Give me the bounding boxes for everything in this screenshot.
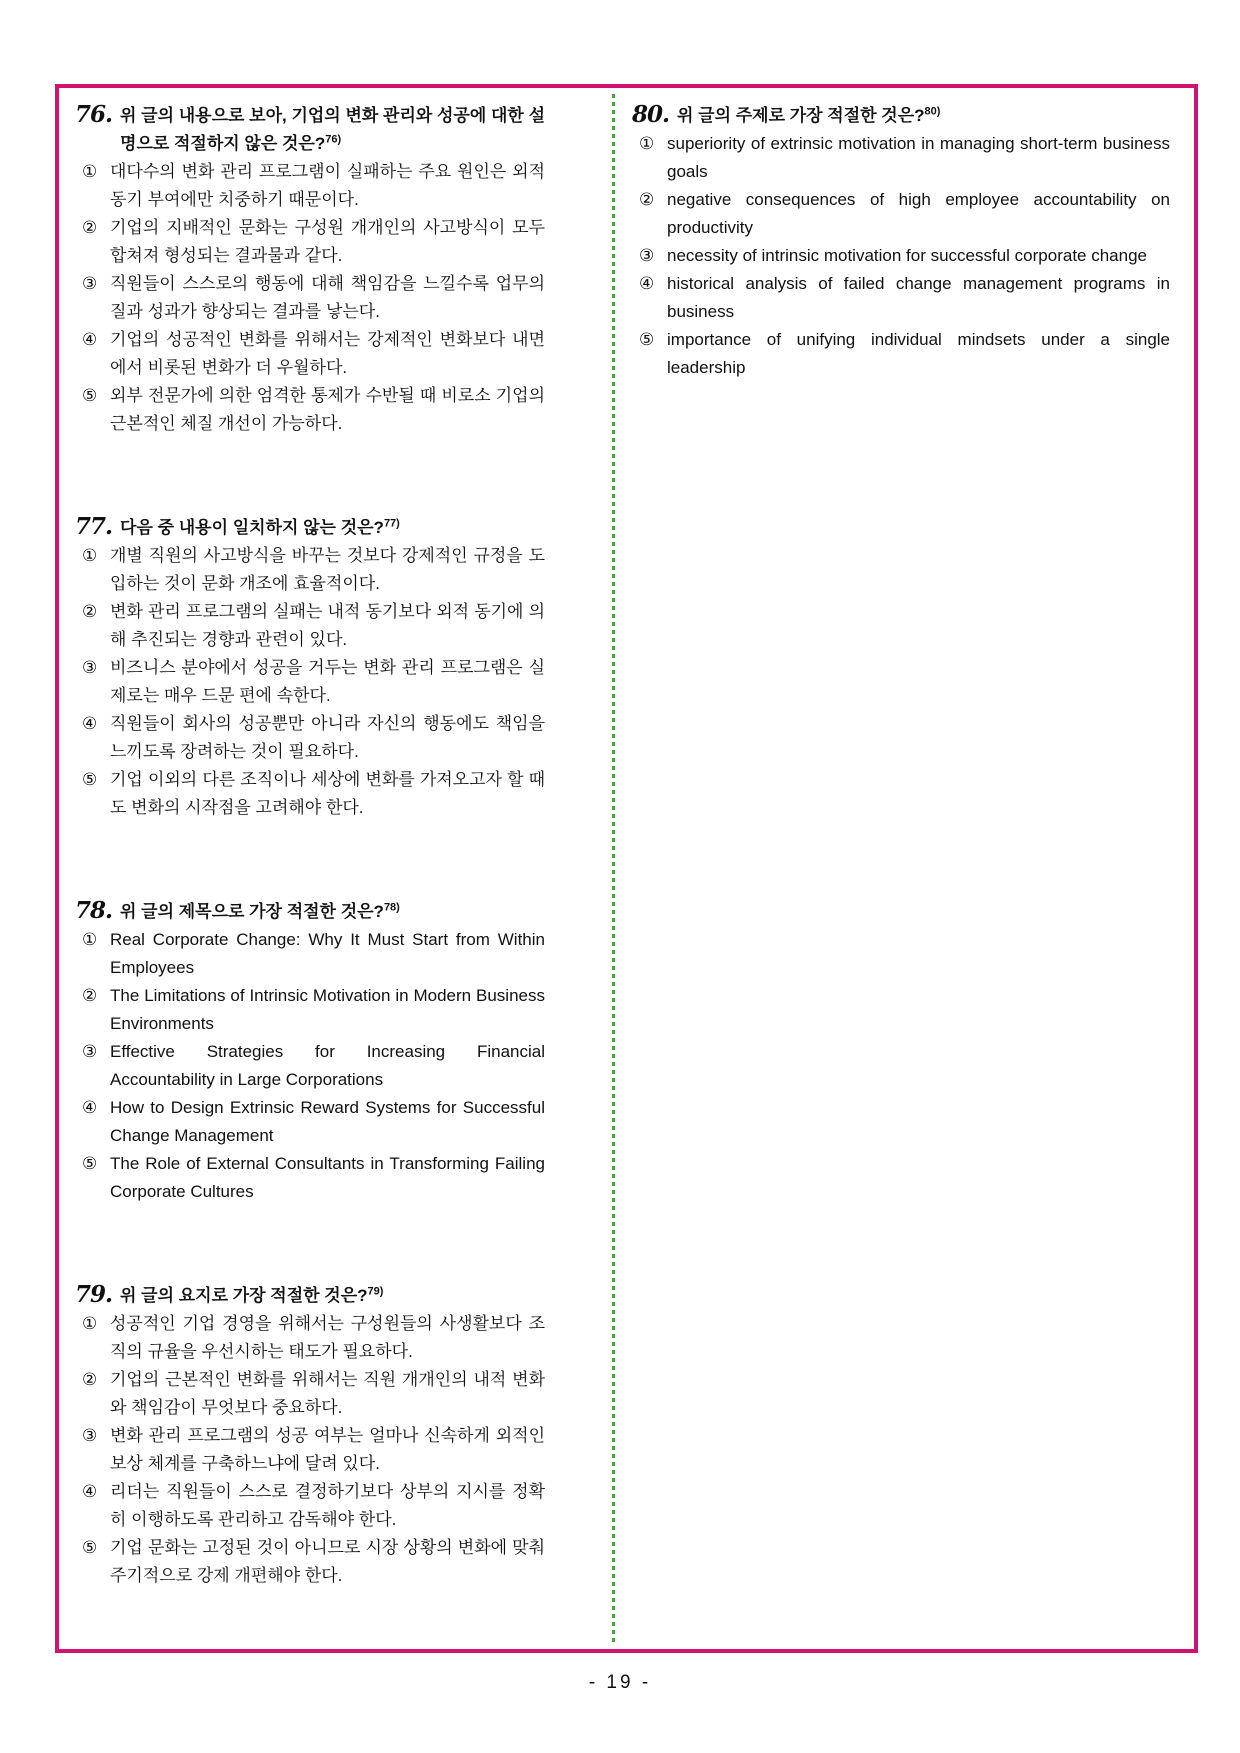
option-text: 기업 문화는 고정된 것이 아니므로 시장 상황의 변화에 맞춰 주기적으로 강제 개편해야 한다. [110, 1538, 545, 1585]
option-marker: ③ [82, 1426, 98, 1445]
option-marker: ① [82, 930, 98, 949]
option-text: 비즈니스 분야에서 성공을 거두는 변화 관리 프로그램은 실제로는 매우 드문 편에 속한다. [110, 658, 545, 705]
option-marker: ④ [82, 1482, 98, 1501]
page-number: - 19 - [588, 1672, 652, 1693]
answer-option [75, 326, 545, 382]
answer-option [75, 982, 545, 1038]
question-prompt-text: 위 글의 제목으로 가장 적절한 것은? [120, 902, 384, 921]
option-marker: ③ [82, 274, 98, 293]
question-number: 76. [75, 101, 113, 128]
answer-option [75, 926, 545, 982]
answer-option [75, 1478, 545, 1534]
question-block-79 [75, 1282, 545, 1590]
option-marker: ④ [82, 330, 98, 349]
answer-option [632, 242, 1170, 270]
exam-sheet-border [55, 84, 1198, 1653]
question-prompt-text: 위 글의 요지로 가장 적절한 것은? [120, 1286, 368, 1305]
answer-option [75, 270, 545, 326]
option-text: importance of unifying individual mindsets under a single leadership [667, 330, 1170, 377]
option-marker: ③ [82, 1042, 98, 1061]
option-text: 기업의 근본적인 변화를 위해서는 직원 개개인의 내적 변화와 책임감이 무엇보다 중요하다. [110, 1370, 545, 1417]
question-prompt [120, 898, 545, 926]
option-text: superiority of extrinsic motivation in managing short-term business goals [667, 134, 1170, 181]
answer-option [632, 186, 1170, 242]
option-text: How to Design Extrinsic Reward Systems for Successful Change Management [110, 1098, 545, 1145]
option-text: 개별 직원의 사고방식을 바꾸는 것보다 강제적인 규정을 도입하는 것이 문화 개조에 효율적이다. [110, 546, 545, 593]
option-text: The Limitations of Intrinsic Motivation in Modern Business Environments [110, 986, 545, 1033]
option-text: 기업의 지배적인 문화는 구성원 개개인의 사고방식이 모두 합쳐져 형성되는 결과물과 같다. [110, 218, 545, 265]
question-header [75, 1282, 545, 1310]
answer-option [632, 326, 1170, 382]
options-list [75, 926, 545, 1206]
column-divider [612, 94, 615, 1643]
option-text: 기업의 성공적인 변화를 위해서는 강제적인 변화보다 내면에서 비롯된 변화가 더 우월하다. [110, 330, 545, 377]
answer-option [632, 130, 1170, 186]
question-number: 79. [75, 1281, 113, 1308]
option-marker: ⑤ [82, 770, 98, 789]
question-block-80 [632, 102, 1170, 382]
footnote-ref: 80) [924, 105, 941, 118]
answer-option [632, 270, 1170, 326]
options-list [75, 1310, 545, 1590]
option-text: 변화 관리 프로그램의 성공 여부는 얼마나 신속하게 외적인 보상 체계를 구축하느냐에 달려 있다. [110, 1426, 545, 1473]
option-marker: ④ [82, 1098, 98, 1117]
answer-option [75, 214, 545, 270]
answer-option [75, 1534, 545, 1590]
question-prompt [120, 514, 545, 542]
option-text: Effective Strategies for Increasing Financial Accountability in Large Corporations [110, 1042, 545, 1089]
option-text: necessity of intrinsic motivation for successful corporate change [667, 246, 1148, 265]
option-text: 외부 전문가에 의한 엄격한 통제가 수반될 때 비로소 기업의 근본적인 체질 개선이 가능하다. [110, 386, 545, 433]
answer-option [75, 598, 545, 654]
option-text: 직원들이 스스로의 행동에 대해 책임감을 느낄수록 업무의 질과 성과가 향상되는 결과를 낳는다. [110, 274, 545, 321]
option-marker: ③ [82, 658, 98, 677]
question-number: 77. [75, 513, 113, 540]
option-marker: ① [82, 1314, 98, 1333]
footnote-ref: 77) [383, 517, 400, 530]
option-text: 성공적인 기업 경영을 위해서는 구성원들의 사생활보다 조직의 규율을 우선시하는 태도가 필요하다. [110, 1314, 545, 1361]
answer-option [75, 766, 545, 822]
answer-option [75, 654, 545, 710]
option-text: 변화 관리 프로그램의 실패는 내적 동기보다 외적 동기에 의해 추진되는 경향과 관련이 있다. [110, 602, 545, 649]
option-text: negative consequences of high employee accountability on productivity [667, 190, 1170, 237]
answer-option [75, 1422, 545, 1478]
options-list [632, 130, 1170, 382]
option-text: 리더는 직원들이 스스로 결정하기보다 상부의 지시를 정확히 이행하도록 관리하고 감독해야 한다. [110, 1482, 545, 1529]
footnote-ref: 76) [325, 133, 342, 146]
question-header [75, 102, 545, 158]
option-marker: ③ [639, 246, 655, 265]
option-marker: ⑤ [82, 1154, 98, 1173]
option-marker: ① [82, 546, 98, 565]
options-list [75, 158, 545, 438]
question-prompt [677, 102, 1170, 130]
question-block-77 [75, 514, 545, 822]
column-right [632, 102, 1170, 458]
option-text: 기업 이외의 다른 조직이나 세상에 변화를 가져오고자 할 때도 변화의 시작점을 고려해야 한다. [110, 770, 545, 817]
answer-option [75, 382, 545, 438]
option-marker: ② [82, 986, 98, 1005]
answer-option [75, 710, 545, 766]
option-marker: ② [82, 218, 98, 237]
options-list [75, 542, 545, 822]
question-header [632, 102, 1170, 130]
footnote-ref: 79) [367, 1285, 384, 1298]
question-block-76 [75, 102, 545, 438]
option-text: 대다수의 변화 관리 프로그램이 실패하는 주요 원인은 외적 동기 부여에만 치중하기 때문이다. [110, 162, 545, 209]
question-prompt-text: 위 글의 내용으로 보아, 기업의 변화 관리와 성공에 대한 설명으로 적절하지 않은 것은? [120, 106, 545, 153]
option-text: historical analysis of failed change management programs in business [667, 274, 1170, 321]
option-marker: ① [639, 134, 655, 153]
answer-option [75, 1310, 545, 1366]
option-marker: ⑤ [82, 1538, 98, 1557]
option-marker: ④ [639, 274, 655, 293]
question-prompt-text: 다음 중 내용이 일치하지 않는 것은? [120, 518, 384, 537]
question-header [75, 514, 545, 542]
question-number: 80. [632, 101, 670, 128]
answer-option [75, 1038, 545, 1094]
option-text: 직원들이 회사의 성공뿐만 아니라 자신의 행동에도 책임을 느끼도록 장려하는 것이 필요하다. [110, 714, 545, 761]
answer-option [75, 542, 545, 598]
question-prompt-text: 위 글의 주제로 가장 적절한 것은? [677, 106, 925, 125]
question-header [75, 898, 545, 926]
column-left [75, 102, 545, 1666]
option-marker: ① [82, 162, 98, 181]
question-block-78 [75, 898, 545, 1206]
answer-option [75, 158, 545, 214]
option-text: Real Corporate Change: Why It Must Start from Within Employees [110, 930, 545, 977]
answer-option [75, 1366, 545, 1422]
question-prompt [120, 102, 545, 158]
option-marker: ② [82, 1370, 98, 1389]
question-number: 78. [75, 897, 113, 924]
footnote-ref: 78) [383, 901, 400, 914]
option-marker: ④ [82, 714, 98, 733]
question-prompt [120, 1282, 545, 1310]
option-marker: ② [639, 190, 655, 209]
option-marker: ② [82, 602, 98, 621]
option-marker: ⑤ [639, 330, 655, 349]
answer-option [75, 1094, 545, 1150]
option-marker: ⑤ [82, 386, 98, 405]
option-text: The Role of External Consultants in Transforming Failing Corporate Cultures [110, 1154, 545, 1201]
answer-option [75, 1150, 545, 1206]
